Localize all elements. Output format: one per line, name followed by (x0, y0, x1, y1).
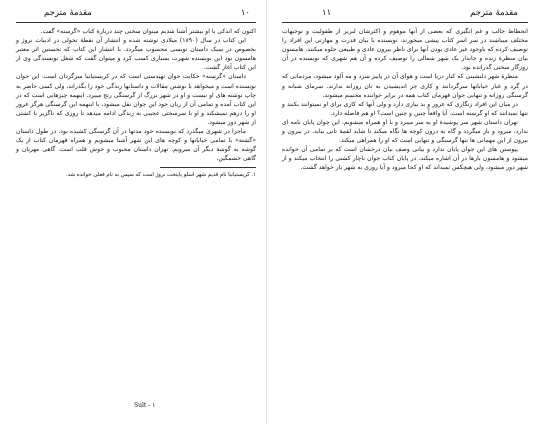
header-rule (282, 22, 528, 23)
paragraph: منظرهٔ شهر دلنشینی که کنار دریا است و هوای آن در پاییز سرد و مه آلود میشود، مردمانی که در گرد و غبار خیابانها سرگردانند و کاری جز اندیشیدن به نان روزانه ندارند. سرمای شبانه و گرسنگی روزانه و تنهایی جوان قهرمان کتاب همه در برابر خواننده مجسم میشوند. (282, 73, 528, 99)
footnote-rule (160, 167, 256, 168)
right-page-header (282, 8, 528, 22)
header-rule (16, 22, 256, 23)
paragraph: تهران داستان شهر سر پوشیدهٔ او به سر میبرد و با او همراه میشویم. این جوان پایان نامه ای ندارد، میرود و باز میگردد و گاه به درون کوچه ها نگاه میکند تا شاید لقمهٔ نانی بیابد. در بیرون و بیرون از این مهمانی ها تنها گرسنگی و تنهایی است که او را همراهی میکند. (282, 118, 528, 145)
right-running-title: مقدمهٔ مترجم (470, 8, 518, 18)
paragraph: این کتاب در سال (۱۸۹۰) میلادی نوشته شده و انتشار آن نقطهٔ تحولی در ادبیات نروژ و بخصوص در سبک داستان نویسی محسوب میگردد. با انتشار این کتاب که نخستین اثر معتبر هامسون بود این نویسنده شهرت بسیاری کسب کرد و میتوان گفت که شغل نویسندگی وی از این کتاب آغاز گشت. (16, 37, 256, 72)
paragraph: پیوستن های این جوان پایان ندارد و بیانی وصف بیان درخشان است که بر تمامی آن خوانده میشود و هامسون بارها در آن اشاره میکند. در پایان کتاب جوان ناچار کشتی را انتخاب میکند و از شهر دور میشود، ولی هیچکس نمیداند که او کجا میرود و آیا روزی به شهر باز خواهد گشت. (282, 146, 528, 172)
paragraph: ماجرا در شهری میگذرد که نویسنده خود مدتها در آن گرسنگی کشیده بود. در طول داستان «گشته» با تمامی خیابانها و کوچه های این شهر آشنا میشویم و همراه قهرمان کتاب از یک گوشه به گوشهٔ دیگر آن میرویم. تهران داستان محبوب و خوش قلب است. گاهی مهربان و گاهی خشمگین. (16, 128, 256, 163)
left-page-number: ۱۰ (240, 8, 250, 18)
right-page-body (282, 27, 528, 173)
paragraph: در میان این افراد زنگاری که غرور و بد بیاری دارد و ولی آنها که کاری برای او نمیتوانند بکنند و تنها نمیدانند که او گرسنه است. آیا واقعاً چنین و چنین است؟ او هم فاصله دارد. (282, 100, 528, 117)
left-page-header (16, 8, 256, 22)
paragraph: انحطاط جالب و غم انگیزی که بعضی از آنها موهوم و اکثرشان لبریز از طفولیت و توجیهات مختلف میباشند در سر اسر کتاب پیشی میخورند. نویسنده با بیان قدرت و مهارتی این افراد را توصیف کرده که باوجود غیر عادی بودن آنها برای ناظر بیرون عادی و طبیعی جلوه میکنند. هامسون بیان منظرهٔ زنده و جاندار یک شهر شمالی را توصیف کرده و آن هم شهری که نویسنده در آن روزگار سختی گذرانده بود. (282, 28, 528, 72)
footnote: ۱. کریستیانیا نام قدیم شهر اسلو پایتخت نروژ است که سپس به نام فعلی خوانده شد. (65, 172, 256, 179)
right-page (282, 8, 528, 418)
printer-signature: Sult - ۱ (134, 402, 156, 409)
paragraph: اکنون که اندکی با او بیشتر آشنا شدیم میتوان سخنی چند دربارهٔ کتاب «گرسنه» گفت. (40, 28, 256, 35)
right-page-number: ۱۱ (322, 8, 332, 18)
left-page-body (16, 27, 256, 163)
book-spine (266, 0, 267, 424)
left-running-title: مقدمهٔ مترجم (44, 8, 92, 18)
paragraph: داستان «گرسنه» حکایت جوان تهیدستی است که در کریستیانیا سرگردان است. این جوان نویسنده است و میخواهد با نوشتن مقالات و داستانها زندگی خود را بگذراند، ولی کسی حاضر به چاپ نوشته های او نیست و او در شهر بزرگ از گرسنگی رنج میبرد. اینهمه چیزهایی است که در این کتاب آمده و تمامی آن از زبان خود این جوان نقل میشود. با اینهمه این گرسنگی هرگز غرور او را درهم نمیشکند و او با سرسختی عجیبی به زندگی ادامه میدهد تا روزی که ناگزیر با کشتی از شهر دور میشود. (16, 73, 256, 126)
left-page (16, 8, 256, 418)
